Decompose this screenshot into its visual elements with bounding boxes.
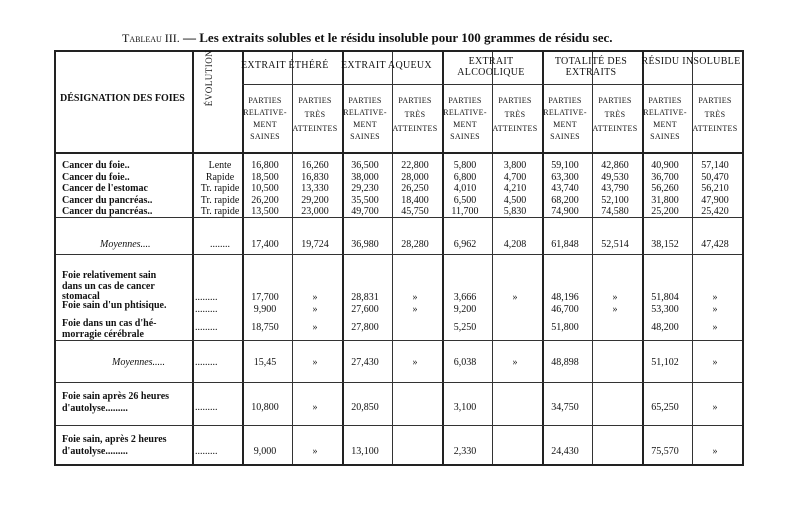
row-evolution: Tr. rapide	[200, 183, 240, 194]
table-cell: 17,400	[251, 239, 279, 250]
subheader-saines: PARTIES	[548, 96, 582, 105]
row-evolution-dots: ........	[210, 239, 230, 250]
moyennes-label: Moyennes....	[100, 239, 151, 250]
table-cell: 28,000	[401, 171, 429, 183]
table-cell: 6,500	[453, 194, 477, 206]
table-caption	[122, 30, 613, 46]
table-cell: 25,420	[701, 206, 729, 217]
table-cell: 53,300	[651, 304, 679, 315]
table-cell: 27,800	[351, 322, 379, 333]
table-cell: 5,800	[453, 160, 477, 171]
table-cell: 11,700	[451, 206, 479, 217]
table-cell: 27,430	[351, 357, 379, 368]
table-cell: 4,700	[503, 171, 527, 183]
subheader-saines: PARTIES	[648, 96, 682, 105]
row-label: Cancer du foie..	[62, 171, 130, 183]
subheader-atteintes: PARTIES	[598, 96, 632, 105]
table-cell: 4,208	[503, 239, 527, 250]
row-evolution-dots: .........	[195, 402, 218, 413]
table-cell: 6,800	[453, 171, 477, 183]
table-cell: 20,850	[351, 402, 379, 413]
table-cell: 38,000	[351, 171, 379, 183]
table-cell: 56,210	[701, 183, 729, 194]
subheader-saines: MENT	[353, 120, 377, 129]
subheader-saines: MENT	[253, 120, 277, 129]
subheader-saines: SAINES	[450, 132, 480, 141]
table-cell: 29,230	[351, 183, 379, 194]
table-cell: 5,830	[503, 206, 527, 217]
table-cell: 16,800	[251, 160, 279, 171]
table-cell: 22,800	[401, 160, 429, 171]
table-cell: 43,740	[551, 183, 579, 194]
table-cell: 46,700	[551, 304, 579, 315]
table-cell: 68,200	[551, 194, 579, 206]
table-cell: 49,530	[601, 171, 629, 183]
table-cell: 51,804	[651, 292, 679, 303]
group-alcool: EXTRAIT ALCOOLIQUE	[457, 56, 525, 78]
table-cell: 47,428	[701, 239, 729, 250]
table-cell: 10,800	[251, 402, 279, 413]
table-cell: 59,100	[551, 160, 579, 171]
subheader-atteintes: TRÈS	[404, 110, 426, 119]
table-cell: 50,470	[701, 171, 729, 183]
group-totalite: TOTALITÉ DES EXTRAITS	[554, 56, 628, 78]
row-label: Cancer du foie..	[62, 160, 130, 171]
table-cell: 35,500	[351, 194, 379, 206]
row-label: Foie sain après 26 heures	[62, 391, 170, 402]
table-cell: »	[412, 292, 418, 303]
table-cell: 25,200	[651, 206, 679, 217]
table-cell: 42,860	[601, 160, 629, 171]
table-cell: 13,500	[251, 206, 279, 217]
table-cell: »	[712, 402, 718, 413]
table-cell: 75,570	[651, 446, 679, 457]
row-evolution-dots: .........	[195, 292, 218, 303]
table-cell: 4,010	[453, 183, 477, 194]
subheader-saines: RELATIVE-	[343, 108, 387, 117]
subheader-atteintes: ATTEINTES	[292, 124, 338, 133]
row-divider	[56, 382, 742, 383]
subheader-saines: SAINES	[250, 132, 280, 141]
row-label: d'autolyse.........	[62, 446, 128, 457]
row-label: Foie sain d'un phtisique.	[62, 300, 167, 311]
subheader-atteintes: TRÈS	[304, 110, 326, 119]
table-cell: 3,800	[503, 160, 527, 171]
table-cell: 40,900	[651, 160, 679, 171]
row-label: Cancer du pancréas..	[62, 206, 153, 217]
table-cell: 2,330	[453, 446, 477, 457]
subheader-saines: PARTIES	[348, 96, 382, 105]
subheader-atteintes: ATTEINTES	[392, 124, 438, 133]
table-cell: 52,100	[601, 194, 629, 206]
group-divider	[242, 84, 742, 85]
row-label: d'autolyse.........	[62, 403, 128, 414]
table-cell: »	[612, 292, 618, 303]
subheader-saines: MENT	[653, 120, 677, 129]
row-evolution-dots: .........	[195, 446, 218, 457]
caption-text: — Les extraits solubles et le résidu insoluble pour 100 grammes de résidu sec.	[179, 30, 613, 45]
table-cell: »	[312, 402, 318, 413]
table-cell: 3,666	[453, 292, 477, 303]
row-label: Foie relativement sain	[62, 270, 157, 281]
table-cell: »	[712, 357, 718, 368]
row-evolution: Lente	[208, 160, 232, 171]
table-cell: 48,898	[551, 357, 579, 368]
table-cell: 6,038	[453, 357, 477, 368]
row-evolution-dots: .........	[195, 322, 218, 333]
header-divider	[56, 152, 742, 154]
table-cell: »	[312, 292, 318, 303]
subheader-atteintes: PARTIES	[398, 96, 432, 105]
subheader-saines: SAINES	[550, 132, 580, 141]
subheader-atteintes: ATTEINTES	[692, 124, 738, 133]
table-cell: 16,260	[301, 160, 329, 171]
table-cell: 45,750	[401, 206, 429, 217]
row-label: Cancer du pancréas..	[62, 194, 153, 206]
table-cell: 27,600	[351, 304, 379, 315]
table-cell: 18,750	[251, 322, 279, 333]
table-cell: »	[712, 446, 718, 457]
subheader-saines: RELATIVE-	[443, 108, 487, 117]
row-divider	[56, 340, 742, 341]
table-cell: 3,100	[453, 402, 477, 413]
subheader-saines: MENT	[453, 120, 477, 129]
table-cell: 26,200	[251, 194, 279, 206]
table-cell: 36,500	[351, 160, 379, 171]
row-evolution: Rapide	[205, 171, 235, 183]
row-label: morragie cérébrale	[62, 328, 144, 340]
table-cell: »	[412, 304, 418, 315]
table-cell: 19,724	[301, 239, 329, 250]
table-cell: »	[512, 357, 518, 368]
table-cell: 34,750	[551, 402, 579, 413]
subheader-saines: MENT	[553, 120, 577, 129]
table-cell: 74,580	[601, 206, 629, 217]
header-designation: DÉSIGNATION DES FOIES	[60, 93, 185, 104]
table-cell: 31,800	[651, 194, 679, 206]
row-divider	[56, 217, 742, 218]
header-evolution: ÉVOLUTION	[204, 49, 214, 107]
table-cell: 13,330	[301, 183, 329, 194]
row-label: stomacal	[62, 291, 100, 302]
table-cell: 9,900	[253, 304, 277, 315]
subheader-saines: RELATIVE-	[643, 108, 687, 117]
table-cell: 10,500	[251, 183, 279, 194]
table-cell: 23,000	[301, 206, 329, 217]
table-cell: 56,260	[651, 183, 679, 194]
row-divider	[56, 254, 742, 255]
table-cell: »	[312, 322, 318, 333]
group-residu: RÉSIDU INSOLUBLE	[641, 56, 741, 67]
table-cell: »	[412, 357, 418, 368]
table-cell: 51,800	[551, 322, 579, 333]
table-cell: 18,400	[401, 194, 429, 206]
table-cell: 13,100	[351, 446, 379, 457]
table-cell: 47,900	[701, 194, 729, 206]
subheader-saines: SAINES	[350, 132, 380, 141]
table-cell: »	[512, 292, 518, 303]
subheader-atteintes: ATTEINTES	[492, 124, 538, 133]
table-cell: 52,514	[601, 239, 629, 250]
table-cell: 17,700	[251, 292, 279, 303]
subheader-atteintes: PARTIES	[698, 96, 732, 105]
row-evolution: Tr. rapide	[200, 206, 240, 217]
table-cell: 26,250	[401, 183, 429, 194]
row-evolution-dots: .........	[195, 357, 218, 368]
subheader-atteintes: PARTIES	[298, 96, 332, 105]
table-cell: 5,250	[453, 322, 477, 333]
table-cell: 36,980	[351, 239, 379, 250]
table-cell: 6,962	[453, 239, 477, 250]
subheader-saines: PARTIES	[448, 96, 482, 105]
table-cell: 48,196	[551, 292, 579, 303]
table-cell: »	[312, 304, 318, 315]
table-cell: 36,700	[651, 171, 679, 183]
table-cell: 16,830	[301, 171, 329, 183]
row-label: Foie sain, après 2 heures	[62, 434, 167, 445]
table-cell: 24,430	[551, 446, 579, 457]
table-cell: 43,790	[601, 183, 629, 194]
row-label: Cancer de l'estomac	[62, 183, 148, 194]
table-cell: 57,140	[701, 160, 729, 171]
subheader-saines: RELATIVE-	[543, 108, 587, 117]
table-cell: 15,45	[253, 357, 277, 368]
table-cell: 28,280	[401, 239, 429, 250]
table-cell: 4,210	[503, 183, 527, 194]
table-cell: »	[312, 446, 318, 457]
table-cell: 61,848	[551, 239, 579, 250]
table-cell: »	[312, 357, 318, 368]
table-cell: 9,000	[253, 446, 277, 457]
table-cell: 9,200	[453, 304, 477, 315]
row-divider	[56, 425, 742, 426]
table-cell: 4,500	[503, 194, 527, 206]
subheader-atteintes: TRÈS	[504, 110, 526, 119]
subheader-saines: RELATIVE-	[243, 108, 287, 117]
row-evolution-dots: .........	[195, 304, 218, 315]
subheader-saines: SAINES	[650, 132, 680, 141]
subheader-atteintes: TRÈS	[704, 110, 726, 119]
col-divider	[192, 52, 194, 464]
table-cell: 51,102	[651, 357, 679, 368]
table-cell: 28,831	[351, 292, 379, 303]
subheader-saines: PARTIES	[248, 96, 282, 105]
group-ether: EXTRAIT ÉTHÉRÉ	[241, 60, 329, 71]
row-label: Foie dans un cas d'hé-	[62, 318, 157, 329]
table-cell: 49,700	[351, 206, 379, 217]
table-cell: 63,300	[551, 171, 579, 183]
table-cell: 18,500	[251, 171, 279, 183]
table-cell: 38,152	[651, 239, 679, 250]
subheader-atteintes: PARTIES	[498, 96, 532, 105]
subheader-atteintes: TRÈS	[604, 110, 626, 119]
table-cell: »	[712, 322, 718, 333]
table-cell: »	[612, 304, 618, 315]
table-cell: 29,200	[301, 194, 329, 206]
row-evolution: Tr. rapide	[200, 194, 240, 206]
table-cell: 48,200	[651, 322, 679, 333]
row-label: dans un cas de cancer	[62, 280, 155, 292]
subheader-atteintes: ATTEINTES	[592, 124, 638, 133]
table-cell: »	[712, 304, 718, 315]
caption-lead: Tableau III.	[122, 31, 180, 45]
group-aqueux: EXTRAIT AQUEUX	[341, 60, 432, 71]
table-cell: 74,900	[551, 206, 579, 217]
table-cell: 65,250	[651, 402, 679, 413]
moyennes-label: Moyennes.....	[112, 357, 166, 368]
table-cell: »	[712, 292, 718, 303]
